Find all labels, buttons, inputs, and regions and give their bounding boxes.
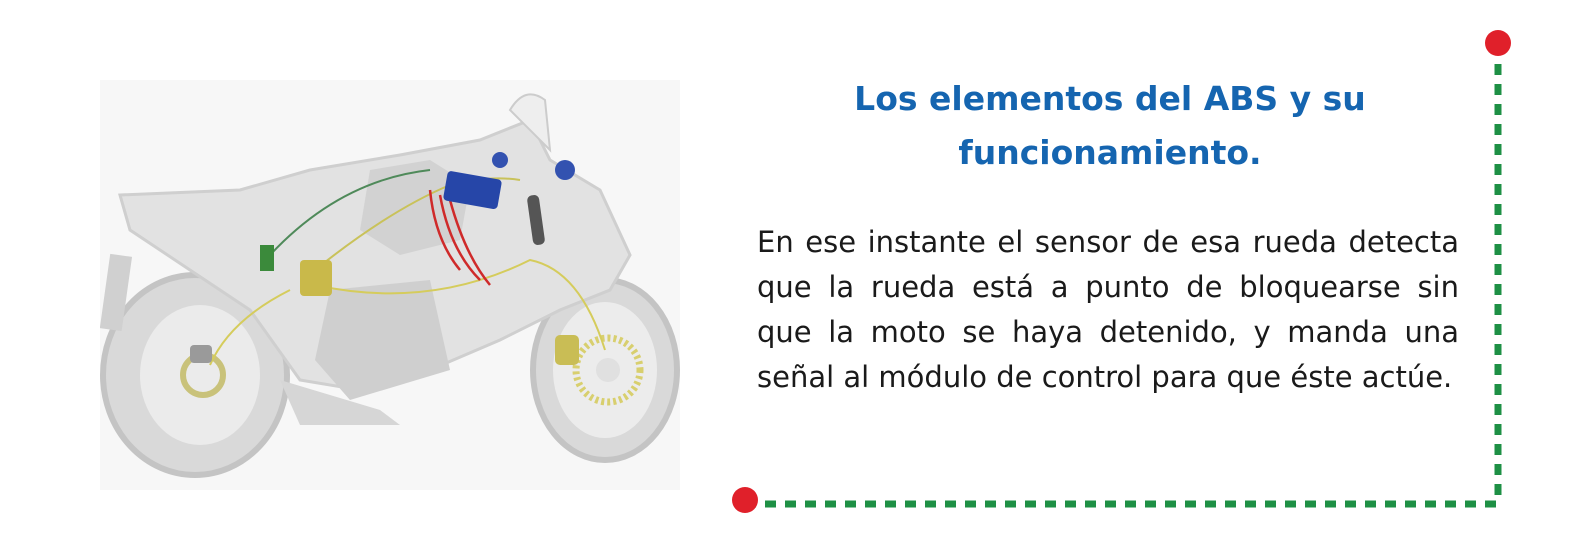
- description-paragraph: En ese instante el sensor de esa rueda detecta que la rueda está a punto de bloquearse sin que la moto se haya detenido, y manda una señal al módulo de control para que éste actúe.: [757, 225, 1459, 394]
- front-caliper: [555, 335, 579, 365]
- rear-caliper: [190, 345, 212, 363]
- abs-pressure-unit: [300, 260, 332, 296]
- title-line-2: funcionamiento.: [958, 133, 1262, 172]
- title-line-1: Los elementos del ABS y su: [854, 79, 1366, 118]
- master-cylinder: [555, 160, 575, 180]
- top-red-dot: [1485, 30, 1511, 56]
- sensor-module: [260, 245, 274, 271]
- brake-reservoir: [492, 152, 508, 168]
- bottom-red-dot: [732, 487, 758, 513]
- motorcycle-abs-illustration: [100, 80, 680, 490]
- page-title: [760, 72, 1460, 180]
